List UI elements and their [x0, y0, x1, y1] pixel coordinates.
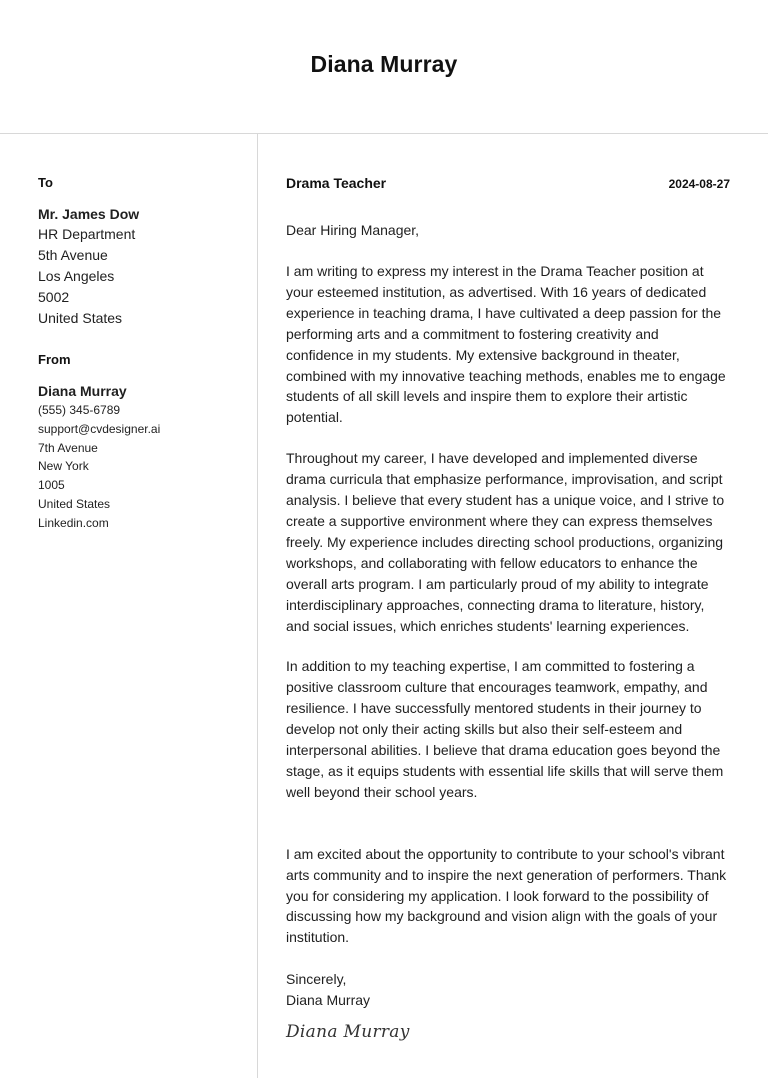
applicant-name: Diana Murray	[310, 50, 458, 77]
column-divider	[257, 134, 258, 1078]
sender-phone: (555) 345-6789	[38, 403, 121, 417]
recipient-heading: To	[38, 175, 53, 190]
sender-street: 7th Avenue	[38, 440, 98, 455]
sender-email: support@cvdesigner.ai	[38, 421, 161, 436]
greeting: Dear Hiring Manager,	[286, 222, 420, 238]
recipient-city: Los Angeles	[38, 268, 115, 284]
sender-postal-code: 1005	[38, 478, 65, 493]
recipient-name: Mr. James Dow	[38, 206, 140, 222]
recipient-street: 5th Avenue	[38, 247, 108, 263]
sender-name: Diana Murray	[38, 383, 127, 399]
job-title: Drama Teacher	[286, 175, 387, 191]
letter-header	[0, 0, 768, 134]
sender-heading: From	[38, 352, 71, 367]
body-paragraph: Throughout my career, I have developed and implemented diverse drama curricula that emphasize performance, improvisation, and script analysis. I believe that every student has a unique voice, and I strive to create a supportive environment where they can express themselves freely. My experience includes directing school productions, organizing workshops, and collaborating with fellow educators to enhance the overall arts program. I am particularly proud of my ability to integrate interdisciplinary approaches, connecting drama to literature, history, and social issues, which enriches students' learning experiences.	[286, 450, 725, 634]
closing	[286, 969, 730, 1011]
body-paragraph: I am writing to express my interest in the Drama Teacher position at your esteemed institution, as advertised. With 16 years of dedicated experience in teaching drama, I have cultivated a deep passion for the performing arts and a commitment to fostering creativity and confidence in my students. My extensive background in theater, combined with my innovative teaching methods, enables me to engage students of all skill levels and inspire them to explore their artistic potential.	[286, 263, 726, 426]
letter-date: 2024-08-27	[668, 177, 730, 191]
recipient-department: HR Department	[38, 226, 136, 242]
address-sidebar	[38, 175, 248, 533]
sender-linkedin: Linkedin.com	[38, 515, 109, 530]
sender-block	[38, 352, 248, 533]
recipient-postal-code: 5002	[38, 289, 70, 305]
letter-meta	[286, 175, 730, 191]
sender-country: United States	[38, 496, 111, 511]
closing-name: Diana Murray	[286, 992, 371, 1009]
letter-body	[286, 175, 730, 1042]
recipient-country: United States	[38, 310, 123, 326]
handwritten-signature: Diana Murray	[286, 1022, 410, 1043]
closing-salutation: Sincerely,	[286, 971, 347, 988]
sender-city: New York	[38, 459, 89, 474]
body-paragraph: In addition to my teaching expertise, I am committed to fostering a positive classroom culture that encourages teamwork, empathy, and resilience. I have successfully mentored students in their journey to develop not only their acting skills but also their self-esteem and interpersonal abilities. I believe that drama education goes beyond the stage, as it equips students with essential life skills that will serve them well beyond their school years.	[286, 658, 724, 800]
recipient-block	[38, 175, 248, 329]
body-paragraph: I am excited about the opportunity to contribute to your school's vibrant arts community and to inspire the next generation of performers. Thank you for considering my application. I look forward to the possibility of discussing how my background and vision align with the goals of your institution.	[286, 845, 727, 946]
